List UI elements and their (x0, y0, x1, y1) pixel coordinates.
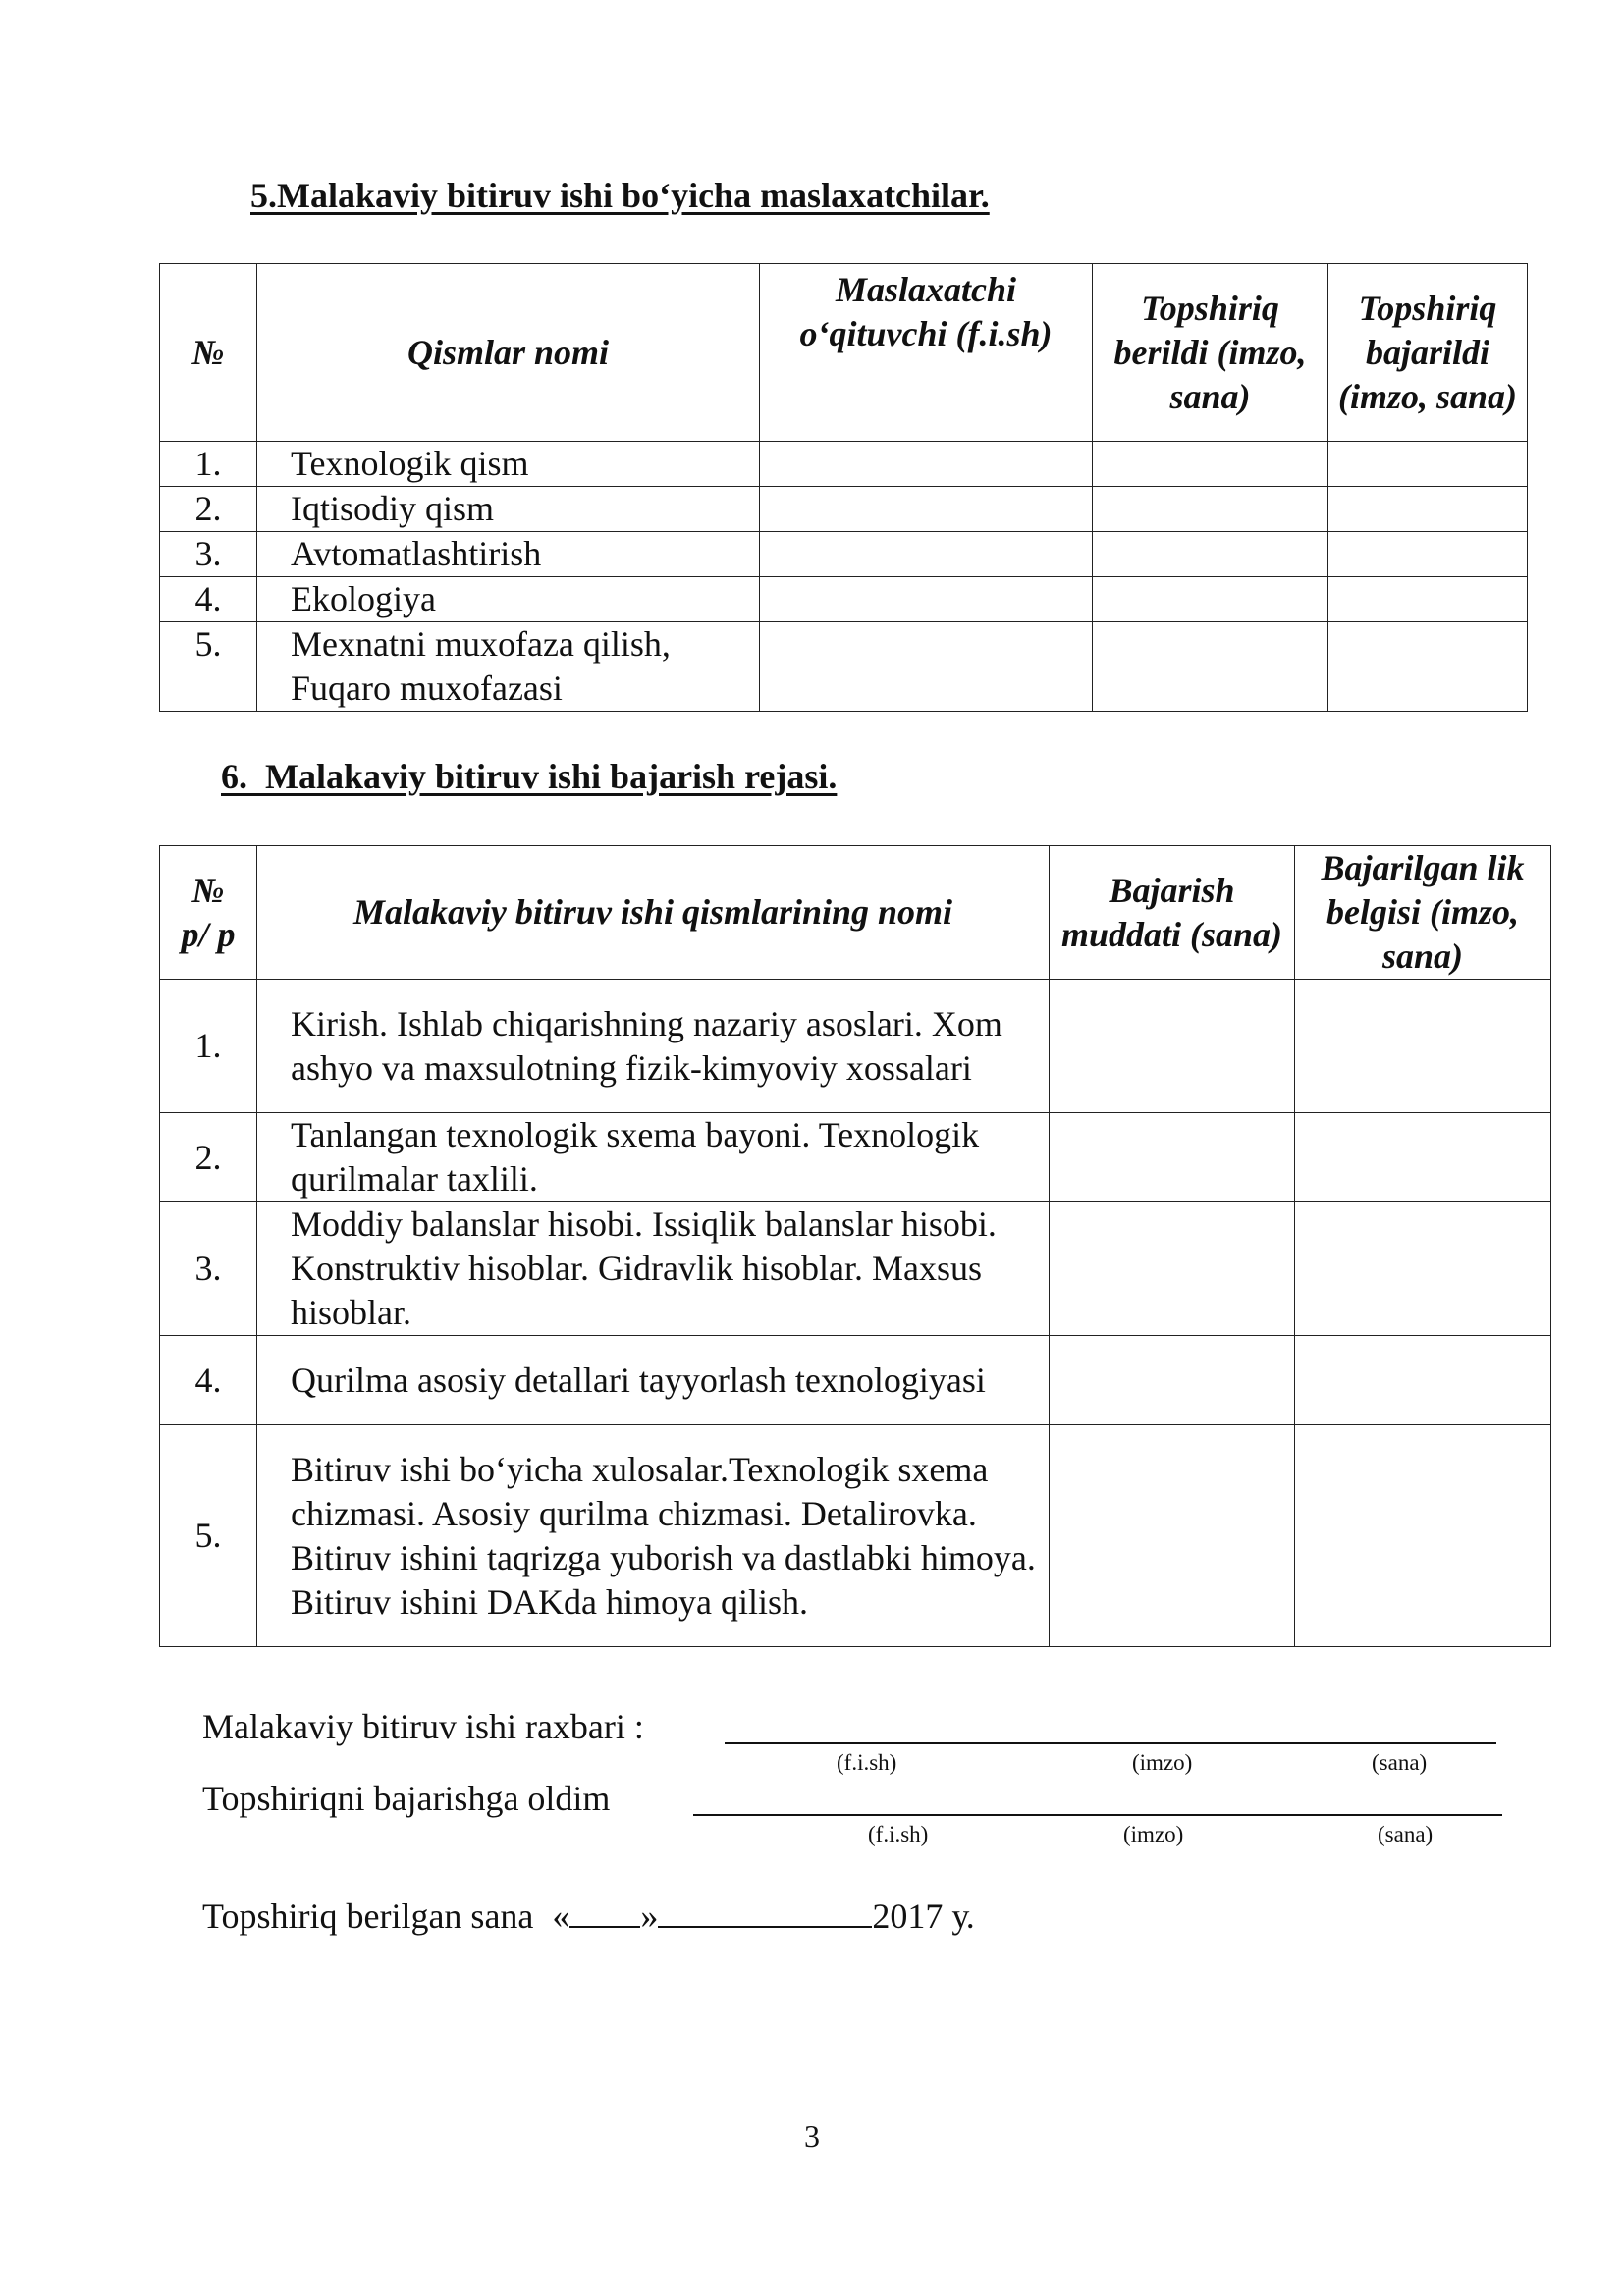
deadline-cell (1050, 1425, 1295, 1647)
accepted-label: Topshiriqni bajarishga oldim (202, 1779, 611, 1818)
mark-cell (1295, 1113, 1551, 1202)
row-name: Qurilma asosiy detallari tayyorlash texnologiyasi (257, 1336, 1050, 1425)
row-num: 1. (160, 442, 257, 487)
done-cell (1328, 487, 1528, 532)
caption-fish: (f.i.sh) (868, 1822, 929, 1846)
deadline-cell (1050, 1202, 1295, 1336)
col-header-done: Topshiriq bajarildi (imzo, sana) (1328, 264, 1528, 442)
advisors-table (159, 263, 1528, 712)
row-num: 2. (160, 487, 257, 532)
given-cell (1093, 577, 1328, 622)
supervisor-signature-line (725, 1742, 1496, 1744)
issue-date-label: Topshiriq berilgan sana (202, 1896, 534, 1936)
page-number: 3 (804, 2118, 820, 2154)
row-num: 3. (160, 1202, 257, 1336)
row-name: Ekologiya (257, 577, 760, 622)
row-name: Mexnatni muxofaza qilish, Fuqaro muxofazasi (257, 622, 760, 712)
col-header-num: № p/ p (160, 846, 257, 980)
given-cell (1093, 442, 1328, 487)
row-num: 4. (160, 577, 257, 622)
row-name: Moddiy balanslar hisobi. Issiqlik balanslar hisobi. Konstruktiv hisoblar. Gidravlik hisoblar. Maxsus hisoblar. (257, 1202, 1050, 1336)
table-row (160, 1336, 1551, 1425)
given-cell (1093, 532, 1328, 577)
deadline-cell (1050, 980, 1295, 1113)
done-cell (1328, 622, 1528, 712)
col-header-name: Malakaviy bitiruv ishi qismlarining nomi (257, 846, 1050, 980)
table-row (160, 577, 1528, 622)
row-name: Kirish. Ishlab chiqarishning nazariy asoslari. Xom ashyo va maxsulotning fizik-kimyoviy xossalari (257, 980, 1050, 1113)
caption-imzo: (imzo) (1123, 1822, 1184, 1846)
quote-close: » (640, 1896, 659, 1936)
done-cell (1328, 577, 1528, 622)
table-row (160, 532, 1528, 577)
table-row (160, 442, 1528, 487)
mark-cell (1295, 980, 1551, 1113)
col-header-given: Topshiriq berildi (imzo, sana) (1093, 264, 1328, 442)
table-row (160, 1425, 1551, 1647)
caption-fish: (f.i.sh) (837, 1750, 897, 1775)
deadline-cell (1050, 1336, 1295, 1425)
table-row (160, 622, 1528, 712)
deadline-cell (1050, 1113, 1295, 1202)
row-name: Tanlangan texnologik sxema bayoni. Texnologik qurilmalar taxlili. (257, 1113, 1050, 1202)
col-header-name: Qismlar nomi (257, 264, 760, 442)
row-name: Bitiruv ishi bo‘yicha xulosalar.Texnologik sxema chizmasi. Asosiy qurilma chizmasi. Detalirovka. Bitiruv ishini taqrizga yuborish va dastlabki himoya. Bitiruv ishini DAKda himoya qilish. (257, 1425, 1050, 1647)
day-blank (569, 1896, 640, 1928)
advisor-cell (760, 532, 1093, 577)
caption-sana: (sana) (1372, 1750, 1428, 1775)
row-num: 2. (160, 1113, 257, 1202)
row-name: Avtomatlashtirish (257, 532, 760, 577)
year-text: 2017 у. (872, 1896, 975, 1936)
table-row (160, 1202, 1551, 1336)
supervisor-label: Malakaviy bitiruv ishi raxbari : (202, 1707, 644, 1746)
mark-cell (1295, 1336, 1551, 1425)
row-num: 4. (160, 1336, 257, 1425)
caption-sana: (sana) (1378, 1822, 1434, 1846)
caption-imzo: (imzo) (1132, 1750, 1193, 1775)
row-num: 1. (160, 980, 257, 1113)
month-blank (658, 1896, 872, 1928)
section-6-title: 6. Malakaviy bitiruv ishi bajarish rejasi. (221, 757, 838, 796)
given-cell (1093, 622, 1328, 712)
mark-cell (1295, 1202, 1551, 1336)
given-cell (1093, 487, 1328, 532)
row-num: 5. (160, 1425, 257, 1647)
advisor-cell (760, 487, 1093, 532)
accepted-signature-line (693, 1814, 1502, 1816)
row-name: Iqtisodiy qism (257, 487, 760, 532)
advisor-cell (760, 577, 1093, 622)
quote-open: « (552, 1896, 570, 1936)
issue-date-line (202, 1896, 975, 1937)
advisors-table-header (160, 264, 1528, 442)
work-plan-table-header (160, 846, 1551, 980)
done-cell (1328, 532, 1528, 577)
row-num: 5. (160, 622, 257, 712)
section-5-title: 5.Malakaviy bitiruv ishi bo‘yicha maslaxatchilar. (250, 176, 990, 215)
row-name: Texnologik qism (257, 442, 760, 487)
col-header-num: № (160, 264, 257, 442)
table-row (160, 980, 1551, 1113)
table-row (160, 1113, 1551, 1202)
col-header-deadline: Bajarish muddati (sana) (1050, 846, 1295, 980)
work-plan-table (159, 845, 1551, 1647)
mark-cell (1295, 1425, 1551, 1647)
table-row (160, 487, 1528, 532)
done-cell (1328, 442, 1528, 487)
col-header-mark: Bajarilgan lik belgisi (imzo, sana) (1295, 846, 1551, 980)
advisor-cell (760, 622, 1093, 712)
advisor-cell (760, 442, 1093, 487)
col-header-advisor: Maslaxatchi o‘qituvchi (f.i.sh) (760, 264, 1093, 442)
row-num: 3. (160, 532, 257, 577)
